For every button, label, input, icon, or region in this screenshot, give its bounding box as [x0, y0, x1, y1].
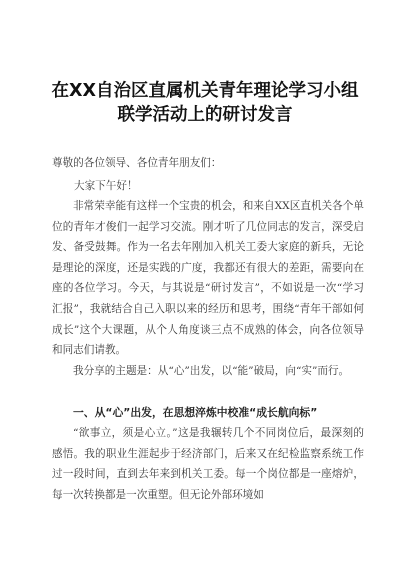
- document-title-line-1: 在XX自治区直属机关青年理论学习小组: [51, 81, 359, 101]
- topic-paragraph: 我分享的主题是：从“心”出发，以“能”破局，向“实”而行。: [73, 365, 350, 377]
- section-heading: 一、从“心”出发，在思想淬炼中校准“成长航向标”: [73, 406, 318, 419]
- document-title-line-2: 联学活动上的研讨发言: [117, 105, 293, 125]
- intro-paragraph: 非常荣幸能有这样一个宝贵的机会，和来自XX区直机关各个单位的青年才俊们一起学习交流。刚才听了几位同志的发言，深受启发、备受鼓舞。作为一名去年刚加入机关工委大家庭的新兵，无论是理论的深度，还是实践的广度，我都还有很大的差距，需要向在座的各位学习。今天，与其说是“研讨发言”，不如说是一次“学习汇报”，我就结合自己入职以来的经历和思考，围绕“青年干部如何成长”这个大课题，从个人角度谈三点不成熟的体会，向各位领导和同志们请教。: [52, 200, 364, 357]
- quote-paragraph: “欲事立，须是心立。”这是我辗转几个不同岗位后，最深刻的感悟。我的职业生涯起步于经济部门，后来又在纪检监察系统工作过一段时间，直到去年来到机关工委。每一个岗位都是一座熔炉，每一次转换都是一次重塑。但无论外部环境如: [52, 427, 364, 501]
- greeting: 大家下午好！: [74, 180, 138, 192]
- salutation: 尊敬的各位领导、各位青年朋友们：: [52, 157, 222, 169]
